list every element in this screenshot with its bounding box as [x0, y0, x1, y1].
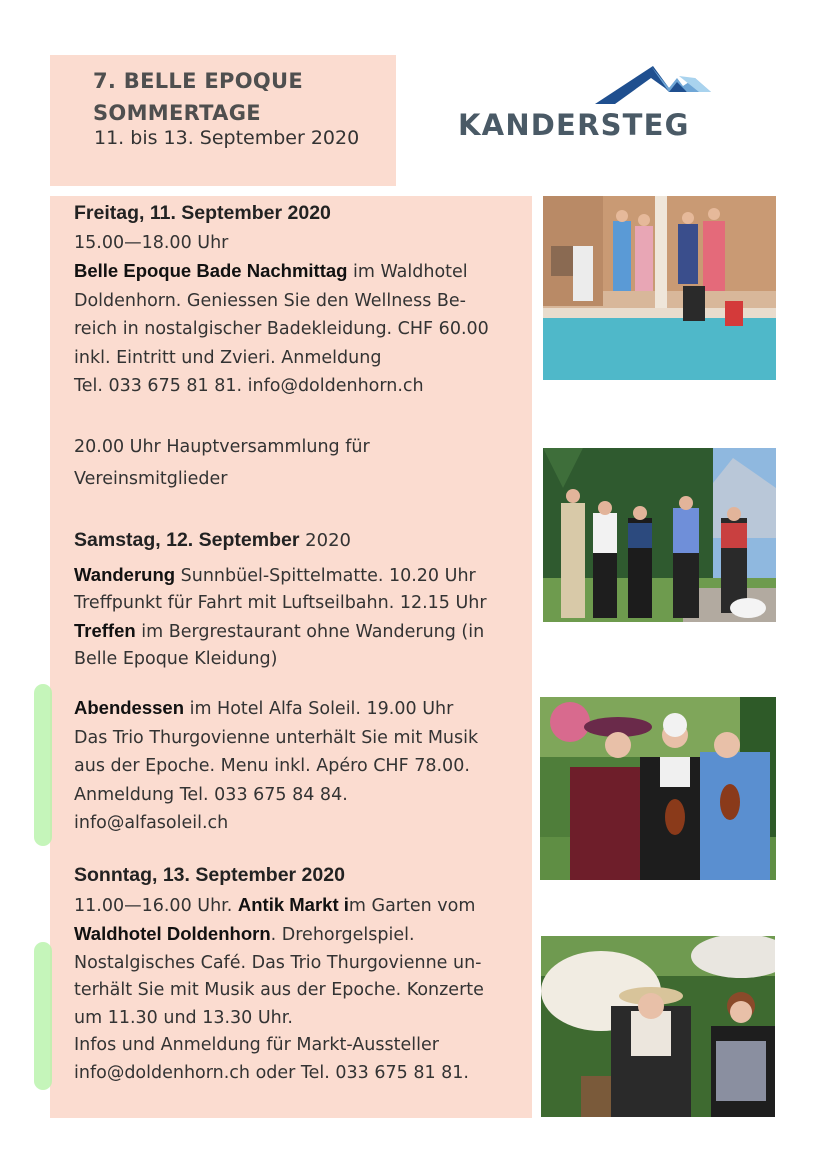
sunday-heading: Sonntag, 13. September 2020: [74, 864, 345, 886]
saturday-section: Samstag, 12. September 2020 Wanderung Sunnbüel-Spittelmatte. 10.20 Uhr Treffpunkt für Fahrt mit Luftseilbahn. 12.15 Uhr Treffen im Bergrestaurant ohne Wanderung (in Belle Epoque Kleidung): [74, 529, 487, 669]
sunday-hotel: Waldhotel Doldenhorn: [74, 923, 271, 944]
dinner-email: info@alfasoleil.ch: [74, 813, 229, 833]
friday-event-name: Belle Epoque Bade Nachmittag: [74, 260, 348, 281]
friday-meeting: 20.00 Uhr Hauptversammlung für Vereinsmitglieder: [74, 437, 370, 489]
event-title: 7. BELLE EPOQUE SOMMERTAGE: [93, 69, 304, 125]
header-box: [50, 55, 396, 186]
highlighter-mark: [34, 684, 52, 846]
sunday-contact: info@doldenhorn.ch oder Tel. 033 675 81 81.: [74, 1062, 469, 1083]
parasols-photo: [541, 936, 775, 1117]
sunday-section: Sonntag, 13. September 2020 11.00—16.00 Uhr. Antik Markt im Garten vom Waldhotel Doldenhorn. Drehorgelspiel. Nostalgisches Café. Das Trio Thurgovienne un- terhält Sie mit Musik aus der Epoche. Konzerte um 11.30 und 13.30 Uhr. Infos und Anmeldung für Markt-Aussteller info@doldenhorn.ch oder Tel. 033 675 81 81.: [74, 862, 534, 1087]
friday-section: Freitag, 11. September 2020 15.00—18.00 Uhr Belle Epoque Bade Nachmittag im Waldhotel Doldenhorn. Geniessen Sie den Wellness Be- reich in nostalgischer Badekleidung. CHF 60.00 inkl. Eintritt und Zvieri. Anmeldung Tel. 033 675 81 81. info@doldenhorn.ch: [74, 199, 534, 401]
saturday-dinner: Abendessen im Hotel Alfa Soleil. 19.00 Uhr Das Trio Thurgovienne unterhält Sie mit Musik aus der Epoche. Menu inkl. Apéro CHF 78.00. Anmeldung Tel. 033 675 84 84. info@alfasoleil.ch: [74, 694, 534, 838]
saturday-meet: Treffen: [74, 620, 136, 641]
friday-heading: Freitag, 11. September 2020: [74, 202, 331, 224]
musicians-photo: [540, 697, 776, 880]
sunday-market: Antik Markt i: [237, 893, 349, 915]
event-dates: 11. bis 13. September 2020: [94, 127, 360, 149]
logo-text: KANDERSTEG: [458, 108, 690, 142]
friday-time: 15.00—18.00 Uhr: [74, 232, 229, 253]
saturday-heading: Samstag, 12. September: [74, 529, 300, 551]
hikers-photo: [543, 448, 776, 622]
pool-photo: [543, 196, 776, 380]
friday-contact: Tel. 033 675 81 81. info@doldenhorn.ch: [74, 376, 424, 396]
saturday-hike: Wanderung: [74, 564, 176, 585]
highlighter-mark: [34, 942, 52, 1090]
dinner-heading: Abendessen: [74, 697, 185, 718]
